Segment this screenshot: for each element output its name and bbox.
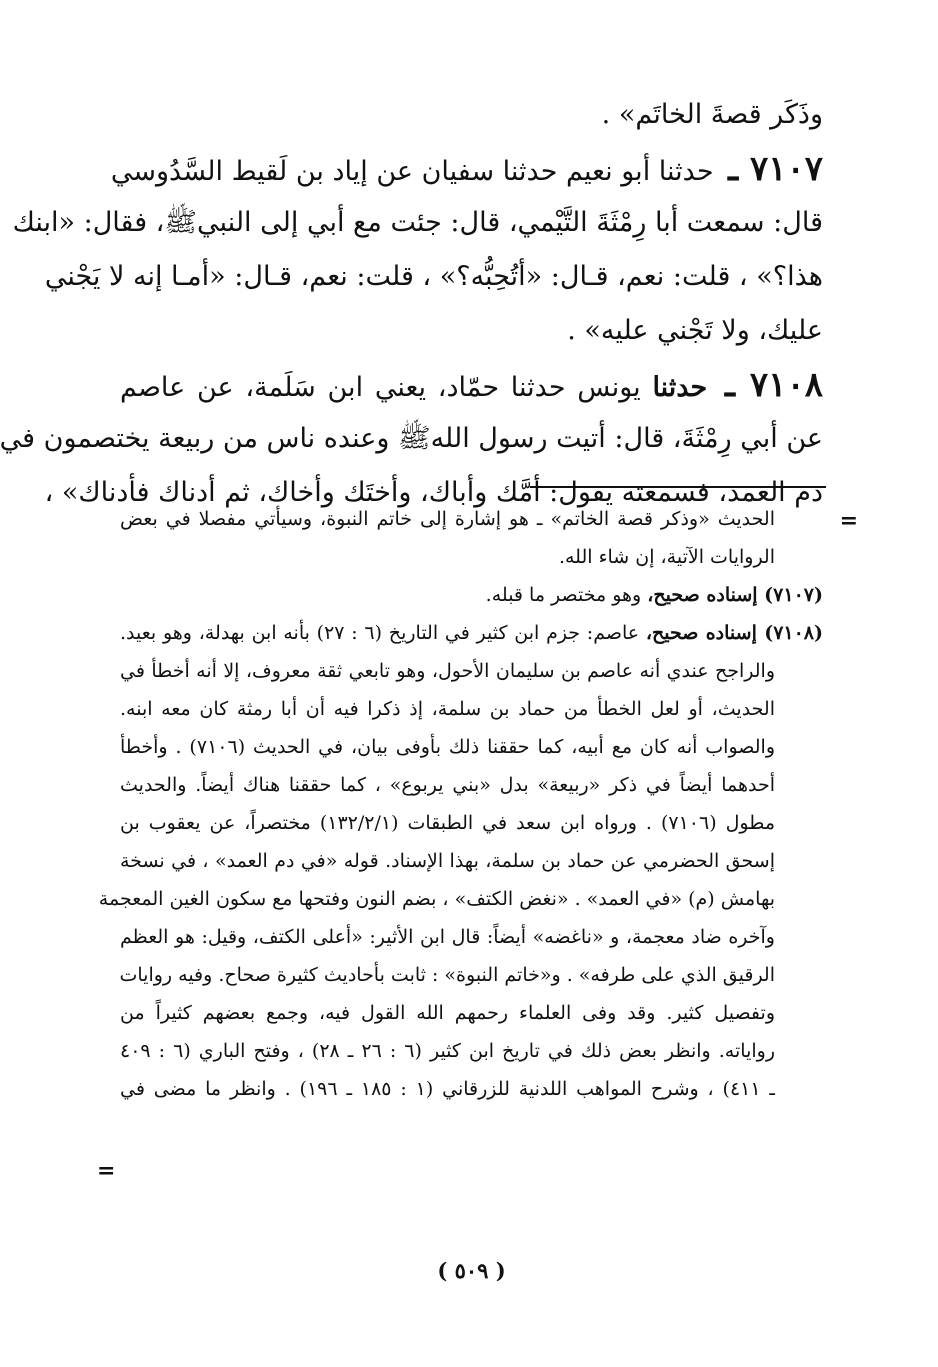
hadith-7108-line-1 bbox=[120, 358, 823, 412]
footnote-line-1: الحديث «وذكر قصة الخاتم» ـ هو إشارة إلى خاتم النبوة، وسيأتي مفصلا في بعض bbox=[120, 508, 775, 530]
footnote-line-6: الحديث، أو لعل الخطأ من حماد بن سلمة، إذ ذكرا فيه أن أبا رمثة كان معه ابنه. bbox=[120, 698, 775, 720]
continuation-mark-top: = bbox=[839, 508, 858, 534]
footnote-line-12: وآخره ضاد معجمة، و «ناغضه» أيضاً: قال ابن الأثير: «أعلى الكتف، وقيل: هو العظم bbox=[120, 926, 775, 948]
haddathana-word: حدثنا bbox=[652, 372, 708, 403]
footnote-line-13: الرقيق الذي على طرفه» . و«خاتم النبوة» : ثابت بأحاديث كثيرة صحاح. وفيه روايات bbox=[119, 964, 775, 986]
main-text bbox=[0, 88, 823, 520]
footnote-7108 bbox=[120, 614, 823, 652]
footnote-line-14: وتفصيل كثير. وقد وفى العلماء رحمهم الله القول فيه، وجمع بعضهم كثيراً من bbox=[120, 1002, 775, 1024]
footnote-line-11: بهامش (م) «في العمد» . «نغض الكتف» ، بضم النون وفتحها مع سكون الغين المعجمة bbox=[98, 888, 775, 910]
footnote-line-9: مطول (٧١٠٦) . ورواه ابن سعد في الطبقات (١٣٢/٢/١) مختصراً، عن يعقوب بن bbox=[120, 812, 775, 834]
hadith-number-7107: ٧١٠٧ ـ bbox=[728, 149, 823, 189]
continuation-mark-bottom: = bbox=[97, 1158, 116, 1184]
hadith-7107-opening: حدثنا أبو نعيم حدثنا سفيان عن إياد بن لَقيط السَّدُوسي bbox=[110, 156, 714, 187]
hadith-7107-line-4: عليك، ولا تَجْني عليه» . bbox=[567, 315, 823, 346]
footnote-label: (٧١٠٨) إسناده صحيح، bbox=[645, 622, 824, 644]
main-line-1: وذَكَر قصةَ الخاتَم» . bbox=[601, 99, 823, 130]
footnote-line-8: أحدهما أيضاً في ذكر «ربيعة» بدل «بني يربوع» ، كما حققنا هناك أيضاً. والحديث bbox=[120, 774, 775, 796]
footnote-line-5: والراجح عندي أنه عاصم بن سليمان الأحول، وهو تابعي ثقة معروف، إلا أنه أخطأ في bbox=[120, 660, 775, 682]
footnote-line-2: الروايات الآتية، إن شاء الله. bbox=[558, 546, 775, 568]
footnote-divider bbox=[530, 486, 826, 488]
footnote-7107 bbox=[120, 576, 823, 614]
footnote-line-15: رواياته. وانظر بعض ذلك في تاريخ ابن كثير (٦ : ٢٦ ـ ٢٨) ، وفتح الباري (٦ : ٤٠٩ bbox=[120, 1040, 775, 1062]
hadith-7108-opening: يونس حدثنا حمّاد، يعني ابن سَلَمة، عن عاصم bbox=[120, 372, 641, 403]
hadith-7108-line-3: دم العمد، فسمعته يقول: أمَّك وأباك، وأختَك وأخاك، ثم أدناك فأدناك» ، bbox=[44, 477, 823, 508]
footnotes bbox=[98, 500, 824, 1108]
footnote-line-16: ـ ٤١١) ، وشرح المواهب اللدنية للزرقاني (١ : ١٨٥ ـ ١٩٦) . وانظر ما مضى في bbox=[120, 1078, 775, 1100]
footnote-body: وهو مختصر ما قبله. bbox=[485, 584, 648, 606]
hadith-7107-line-3: هذا؟» ، قلت: نعم، قـال: «أتُحِبُّه؟» ، قلت: نعم، قـال: «أمـا إنه لا يَجْني bbox=[44, 261, 823, 292]
footnote-body: عاصم: جزم ابن كثير في التاريخ (٦ : ٢٧) بأنه ابن بهدلة، وهو بعيد. bbox=[120, 622, 646, 644]
footnote-label: (٧١٠٧) إسناده صحيح، bbox=[647, 584, 823, 606]
page-number: ( ٥٠٩ ) bbox=[437, 1258, 506, 1283]
footnote-line-10: إسحق الحضرمي عن حماد بن سلمة، بهذا الإسناد. قوله «في دم العمد» ، في نسخة bbox=[120, 850, 775, 872]
hadith-7107-line-2: قال: سمعت أبا رِمْثَةَ التَّيْمي، قال: جئت مع أبي إلى النبيﷺ، فقال: «ابنك bbox=[12, 207, 823, 238]
footnote-line-7: والصواب أنه كان مع أبيه، كما حققنا ذلك بأوفى بيان، في الحديث (٧١٠٦) . وأخطأ bbox=[120, 736, 775, 758]
hadith-7108-line-2: عن أبي رِمْثَةَ، قال: أتيت رسول اللهﷺ وعنده ناس من ربيعة يختصمون في bbox=[0, 423, 823, 454]
hadith-number-7108: ٧١٠٨ ـ bbox=[724, 365, 823, 405]
hadith-7107-line-1 bbox=[110, 142, 823, 196]
